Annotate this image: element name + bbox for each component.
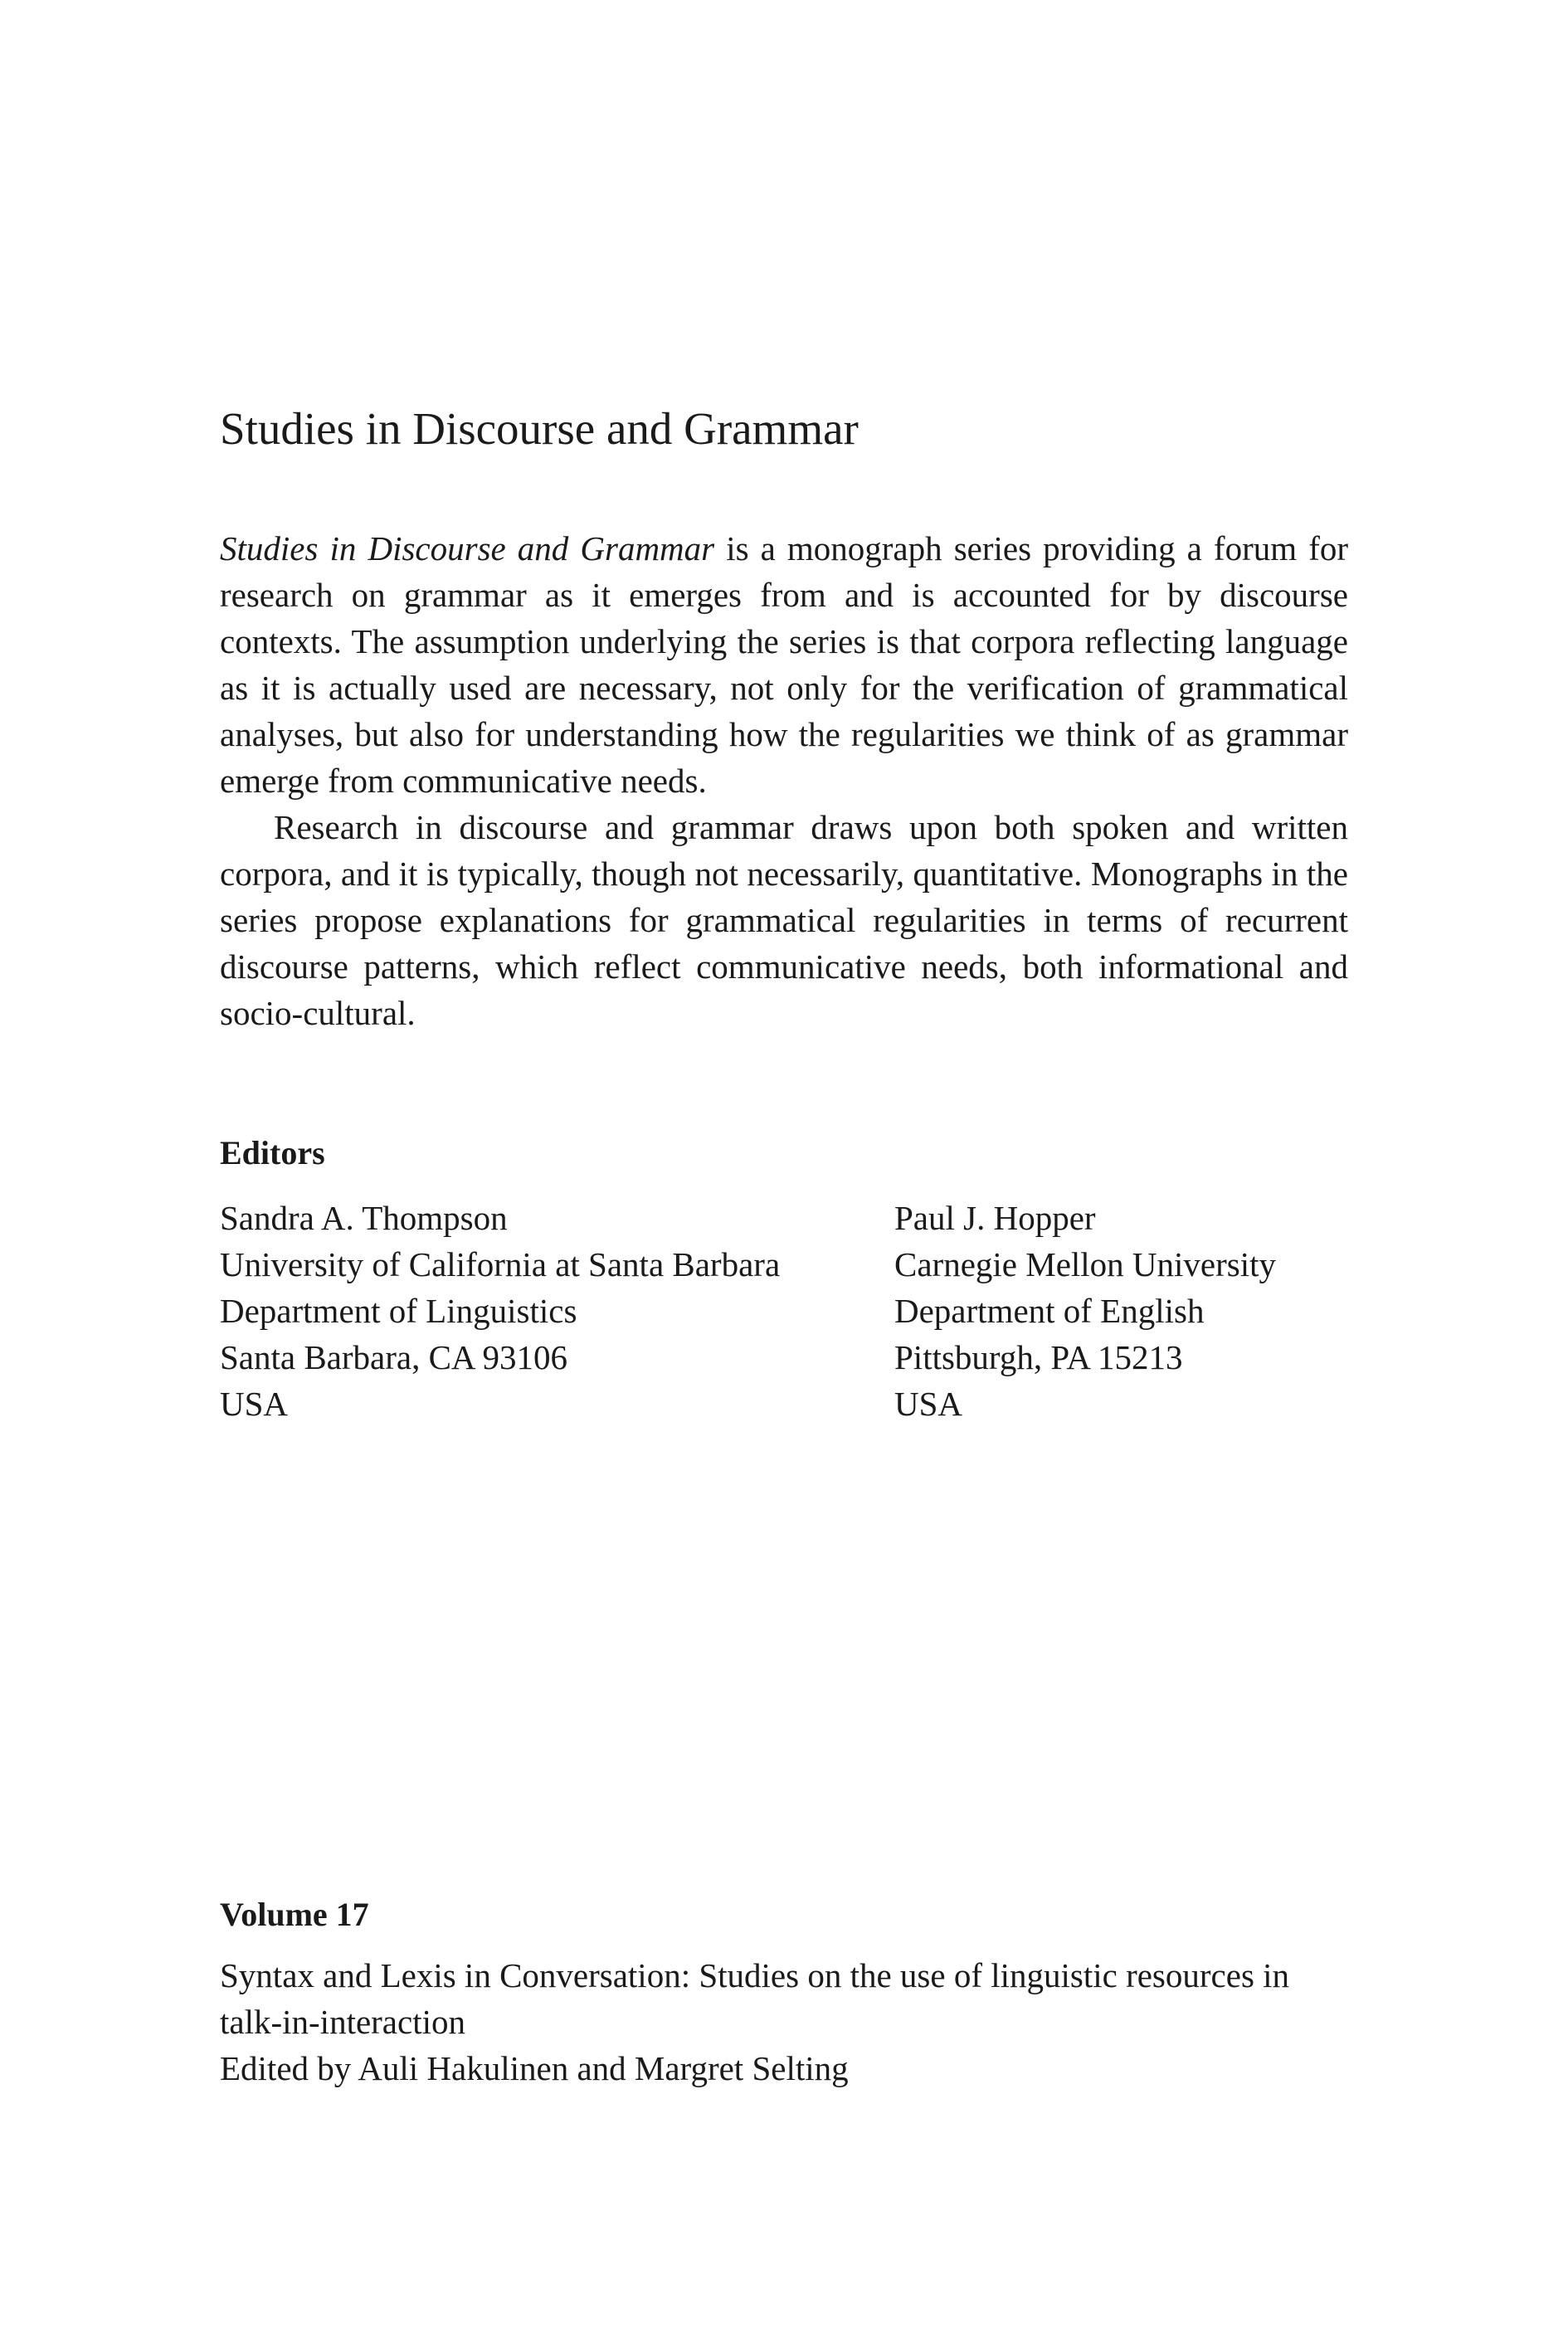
editor-city: Santa Barbara, CA 93106 <box>220 1338 568 1376</box>
series-name-italic: Studies in Discourse and Grammar <box>220 529 715 567</box>
editor-department: Department of Linguistics <box>220 1292 577 1330</box>
editor-address-left <box>220 1195 780 1427</box>
editor-country: USA <box>220 1385 289 1423</box>
editor-department: Department of English <box>894 1292 1205 1330</box>
editor-institution: University of California at Santa Barbara <box>220 1245 781 1283</box>
volume-editors: Edited by Auli Hakulinen and Margret Selting <box>220 2049 849 2087</box>
volume-info <box>220 1952 1348 2091</box>
editor-address-right <box>894 1195 1276 1427</box>
editor-name: Paul J. Hopper <box>894 1199 1096 1237</box>
series-description <box>220 525 1348 1036</box>
editor-institution: Carnegie Mellon University <box>894 1245 1277 1283</box>
description-paragraph-1 <box>220 525 1348 804</box>
editor-name: Sandra A. Thompson <box>220 1199 508 1237</box>
editors-heading: Editors <box>220 1134 325 1171</box>
volume-heading: Volume 17 <box>220 1896 369 1933</box>
volume-title: Syntax and Lexis in Conversation: Studies on the use of linguistic resources in talk-in-interaction <box>220 1956 1290 2041</box>
description-paragraph-1-text: is a monograph series providing a forum for research on grammar as it emerges from and is accounted for by discourse contexts. The assumption underlying the series is that corpora reflecting language as it is actually used are necessary, not only for the verification of grammatical analyses, but also for understanding how the regularities we think of as grammar emerge from communicative needs. <box>220 529 1348 800</box>
description-paragraph-2: Research in discourse and grammar draws upon both spoken and written corpora, and it is typically, though not necessarily, quantitative. Monographs in the series propose explanations for grammatical regularities in terms of recurrent discourse patterns, which reflect communicative needs, both informational and socio-cultural. <box>220 808 1348 1032</box>
series-title: Studies in Discourse and Grammar <box>220 403 859 454</box>
editor-country: USA <box>894 1385 963 1423</box>
editor-city: Pittsburgh, PA 15213 <box>894 1338 1183 1376</box>
